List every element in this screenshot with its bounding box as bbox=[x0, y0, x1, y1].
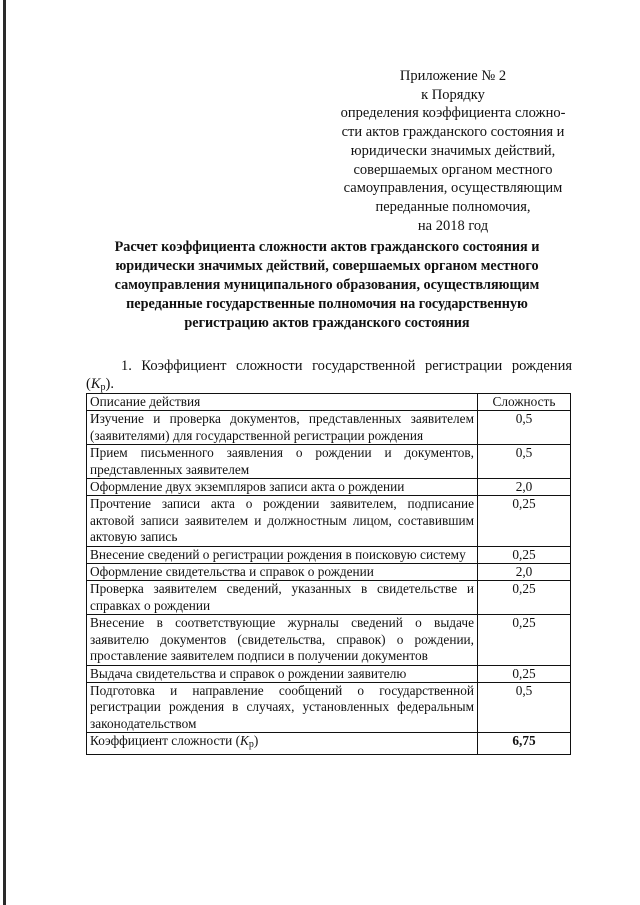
table-row bbox=[87, 581, 571, 615]
document-title bbox=[94, 238, 560, 333]
row-description: Изучение и проверка документов, представленных заявителем (заявителями) для государственной регистрации рождения bbox=[87, 411, 478, 445]
coef-subscript: р bbox=[100, 382, 106, 393]
complexity-table bbox=[86, 393, 571, 755]
row-value: 0,25 bbox=[478, 665, 571, 682]
row-description: Выдача свидетельства и справок о рождении заявителю bbox=[87, 665, 478, 682]
row-description: Прием письменного заявления о рождении и документов, представленных заявителем bbox=[87, 445, 478, 479]
table-row bbox=[87, 546, 571, 563]
appendix-line: юридически значимых действий, bbox=[350, 142, 556, 159]
total-label bbox=[87, 733, 478, 754]
appendix-header bbox=[328, 67, 578, 235]
row-value: 0,5 bbox=[478, 411, 571, 445]
table-row bbox=[87, 665, 571, 682]
table-row bbox=[87, 411, 571, 445]
appendix-line: на 2018 год bbox=[417, 217, 489, 234]
row-value: 2,0 bbox=[478, 564, 571, 581]
row-value: 0,25 bbox=[478, 615, 571, 665]
row-description: Внесение в соответствующие журналы сведений о выдаче заявителю документов (свидетельства, справок) о рождении, проставление заявителем подписи в получении документов bbox=[87, 615, 478, 665]
total-value: 6,75 bbox=[478, 733, 571, 754]
title-line: самоуправления муниципального образования, осуществляющим bbox=[114, 277, 540, 293]
appendix-line: совершаемых органом местного bbox=[353, 161, 553, 178]
total-subscript: р bbox=[248, 739, 254, 751]
total-label-close: ) bbox=[253, 733, 259, 749]
table-row bbox=[87, 615, 571, 665]
row-description: Проверка заявителем сведений, указанных в свидетельстве и справках о рождении bbox=[87, 581, 478, 615]
paren-open: ( bbox=[86, 376, 91, 392]
row-value: 0,25 bbox=[478, 546, 571, 563]
row-description: Оформление свидетельства и справок о рождении bbox=[87, 564, 478, 581]
title-line: переданные государственные полномочия на государственную bbox=[126, 296, 528, 312]
appendix-line: определения коэффициента сложно- bbox=[340, 105, 566, 122]
appendix-line: переданные полномочия, bbox=[375, 198, 531, 215]
row-value: 2,0 bbox=[478, 479, 571, 496]
row-description: Подготовка и направление сообщений о государственной регистрации рождения в случаях, установленных федеральным законодательством bbox=[87, 682, 478, 732]
appendix-line: к Порядку bbox=[421, 86, 485, 103]
title-line: юридически значимых действий, совершаемых органом местного bbox=[115, 258, 539, 274]
scan-edge-line bbox=[3, 0, 6, 905]
row-description: Оформление двух экземпляров записи акта о рождении bbox=[87, 479, 478, 496]
table-total-row bbox=[87, 733, 571, 754]
table-header-row bbox=[87, 394, 571, 411]
total-label-text: Коэффициент сложности ( bbox=[90, 733, 241, 749]
paren-close: ). bbox=[105, 376, 114, 392]
section-heading-text: 1. Коэффициент сложности государственной регистрации рождения bbox=[121, 358, 572, 374]
row-description: Внесение сведений о регистрации рождения в поисковую систему bbox=[87, 546, 478, 563]
coef-symbol: K bbox=[90, 376, 101, 392]
section-heading bbox=[86, 357, 572, 397]
appendix-line: самоуправления, осуществляющим bbox=[343, 180, 563, 197]
total-symbol: K bbox=[240, 733, 249, 749]
table-row bbox=[87, 479, 571, 496]
header-complexity: Сложность bbox=[478, 394, 571, 411]
table-row bbox=[87, 564, 571, 581]
row-value: 0,25 bbox=[478, 581, 571, 615]
title-line: Расчет коэффициента сложности актов гражданского состояния и bbox=[114, 239, 540, 255]
appendix-line: Приложение № 2 bbox=[399, 68, 507, 84]
table-row bbox=[87, 445, 571, 479]
title-line: регистрацию актов гражданского состояния bbox=[184, 315, 470, 331]
header-description: Описание действия bbox=[87, 394, 478, 411]
row-value: 0,5 bbox=[478, 682, 571, 732]
row-value: 0,5 bbox=[478, 445, 571, 479]
row-description: Прочтение записи акта о рождении заявителем, подписание актовой записи заявителем и должностным лицом, составившим актовую запись bbox=[87, 496, 478, 546]
row-value: 0,25 bbox=[478, 496, 571, 546]
table-row bbox=[87, 496, 571, 546]
table-row bbox=[87, 682, 571, 732]
appendix-line: сти актов гражданского состояния и bbox=[341, 124, 565, 141]
